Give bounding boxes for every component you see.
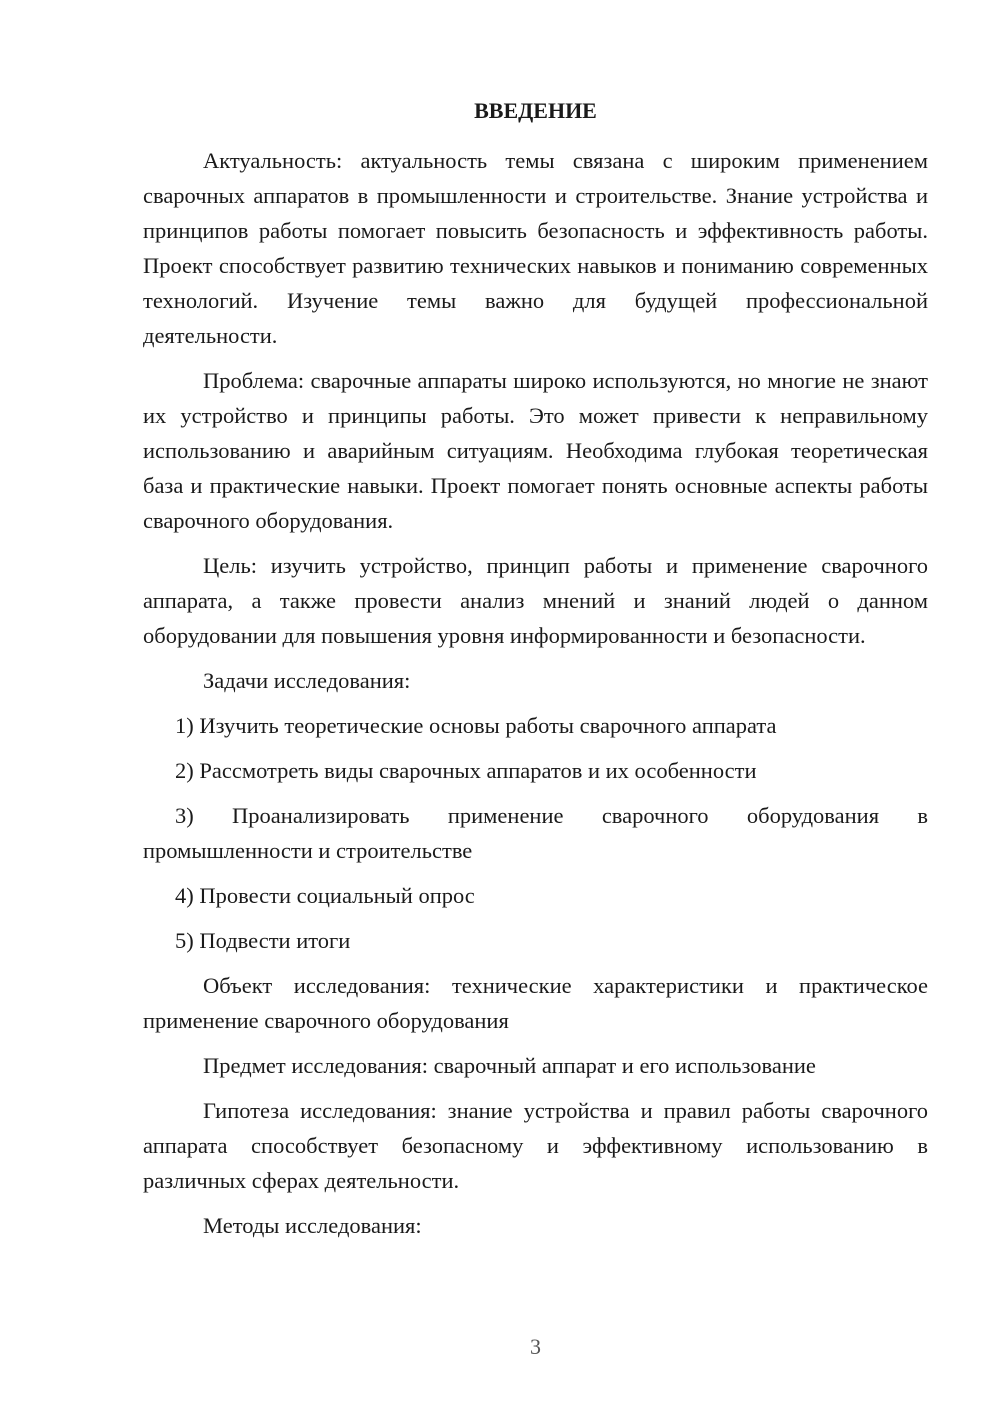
paragraph-object: Объект исследования: технические характеристики и практическое применение сварочного оборудования xyxy=(143,973,928,1033)
paragraph-goal: Цель: изучить устройство, принцип работы и применение сварочного аппарата, а также провести анализ мнений и знаний людей о данном оборудовании для повышения уровня информированности и безопасности. xyxy=(143,553,928,648)
paragraph-problem: Проблема: сварочные аппараты широко используются, но многие не знают их устройство и принципы работы. Это может привести к неправильному использованию и аварийным ситуациям. Необходима глубокая теоретическая база и практические навыки. Проект помогает понять основные аспекты работы сварочного оборудования. xyxy=(143,368,928,533)
list-item-task-5: 5) Подвести итоги xyxy=(175,928,351,953)
list-item-task-2: 2) Рассмотреть виды сварочных аппаратов и их особенности xyxy=(175,758,757,783)
paragraph-hypothesis: Гипотеза исследования: знание устройства и правил работы сварочного аппарата способствует безопасному и эффективному использованию в различных сферах деятельности. xyxy=(143,1098,928,1193)
body-text xyxy=(143,143,928,1253)
section-heading: ВВЕДЕНИЕ xyxy=(474,98,597,123)
paragraph-tasks-intro: Задачи исследования: xyxy=(203,668,411,693)
paragraph-methods: Методы исследования: xyxy=(203,1213,422,1238)
list-item-task-3: 3) Проанализировать применение сварочного оборудования в промышленности и строительстве xyxy=(143,803,928,863)
list-item-task-4: 4) Провести социальный опрос xyxy=(175,883,475,908)
page-number: 3 xyxy=(530,1334,541,1359)
paragraph-subject: Предмет исследования: сварочный аппарат и его использование xyxy=(203,1053,816,1078)
list-item-task-1: 1) Изучить теоретические основы работы сварочного аппарата xyxy=(175,713,777,738)
paragraph-relevance: Актуальность: актуальность темы связана с широким применением сварочных аппаратов в промышленности и строительстве. Знание устройства и принципов работы помогает повысить безопасность и эффективность работы. Проект способствует развитию технических навыков и пониманию современных технологий. Изучение темы важно для будущей профессиональной деятельности. xyxy=(143,148,928,348)
document-page xyxy=(143,0,928,1414)
